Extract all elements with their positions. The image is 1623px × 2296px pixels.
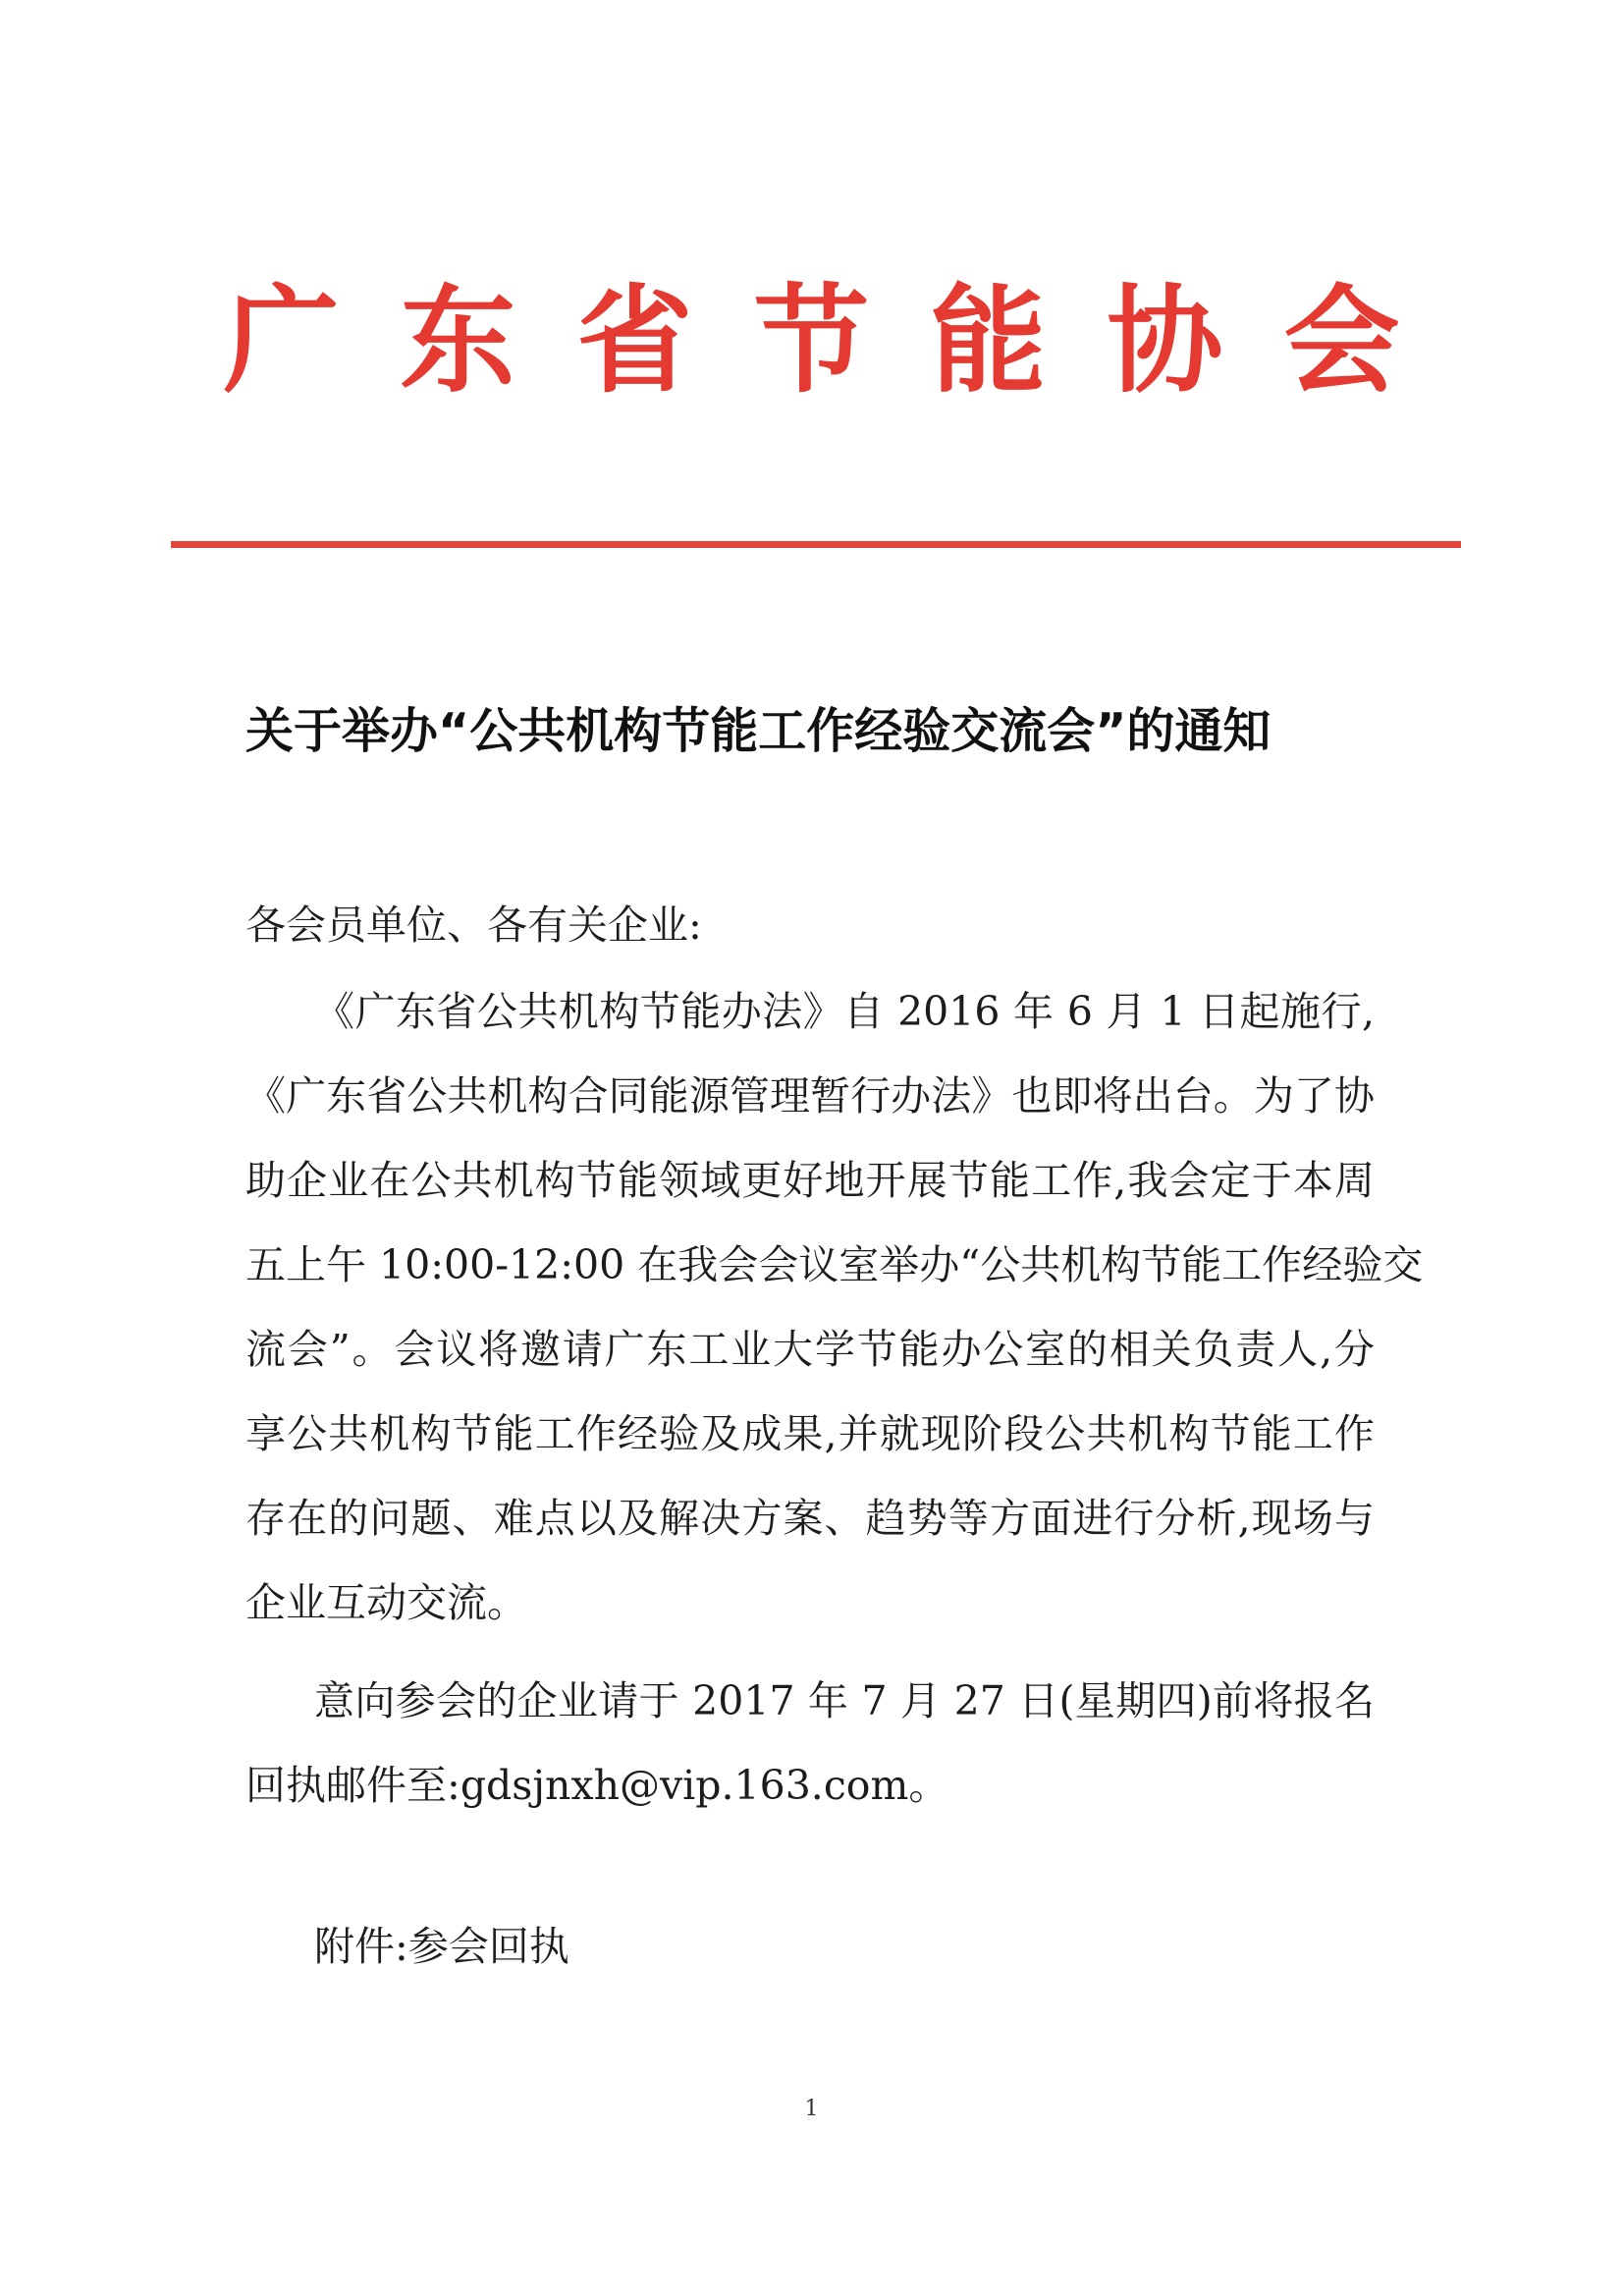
registration-email-line: 回执邮件至:gdsjnxh@vip.163.com。 xyxy=(245,1762,949,1809)
attachment-note: 附件:参会回执 xyxy=(314,1923,569,1970)
body-line: 流会”。会议将邀请广东工业大学节能办公室的相关负责人,分 xyxy=(245,1326,1375,1373)
body-line: 《广东省公共机构合同能源管理暂行办法》也即将出台。为了协 xyxy=(245,1072,1375,1120)
salutation: 各会员单位、各有关企业: xyxy=(245,902,702,949)
body-line: 企业互动交流。 xyxy=(245,1579,527,1626)
registration-line: 意向参会的企业请于 2017 年 7 月 27 日(星期四)前将报名 xyxy=(314,1677,1375,1724)
letterhead-red-rule xyxy=(171,541,1461,548)
notice-title: 关于举办“公共机构节能工作经验交流会”的通知 xyxy=(245,703,1271,759)
body-line: 享公共机构节能工作经验及成果,并就现阶段公共机构节能工作 xyxy=(245,1410,1375,1457)
body-line: 助企业在公共机构节能领域更好地开展节能工作,我会定于本周 xyxy=(245,1157,1375,1204)
body-line: 五上午 10:00-12:00 在我会会议室举办“公共机构节能工作经验交 xyxy=(245,1241,1424,1288)
body-line: 存在的问题、难点以及解决方案、趋势等方面进行分析,现场与 xyxy=(245,1495,1375,1542)
body-line: 《广东省公共机构节能办法》自 2016 年 6 月 1 日起施行, xyxy=(314,988,1375,1035)
page-number: 1 xyxy=(804,2097,819,2121)
letterhead-organization-name: 广东省节能协会 xyxy=(223,273,1461,409)
